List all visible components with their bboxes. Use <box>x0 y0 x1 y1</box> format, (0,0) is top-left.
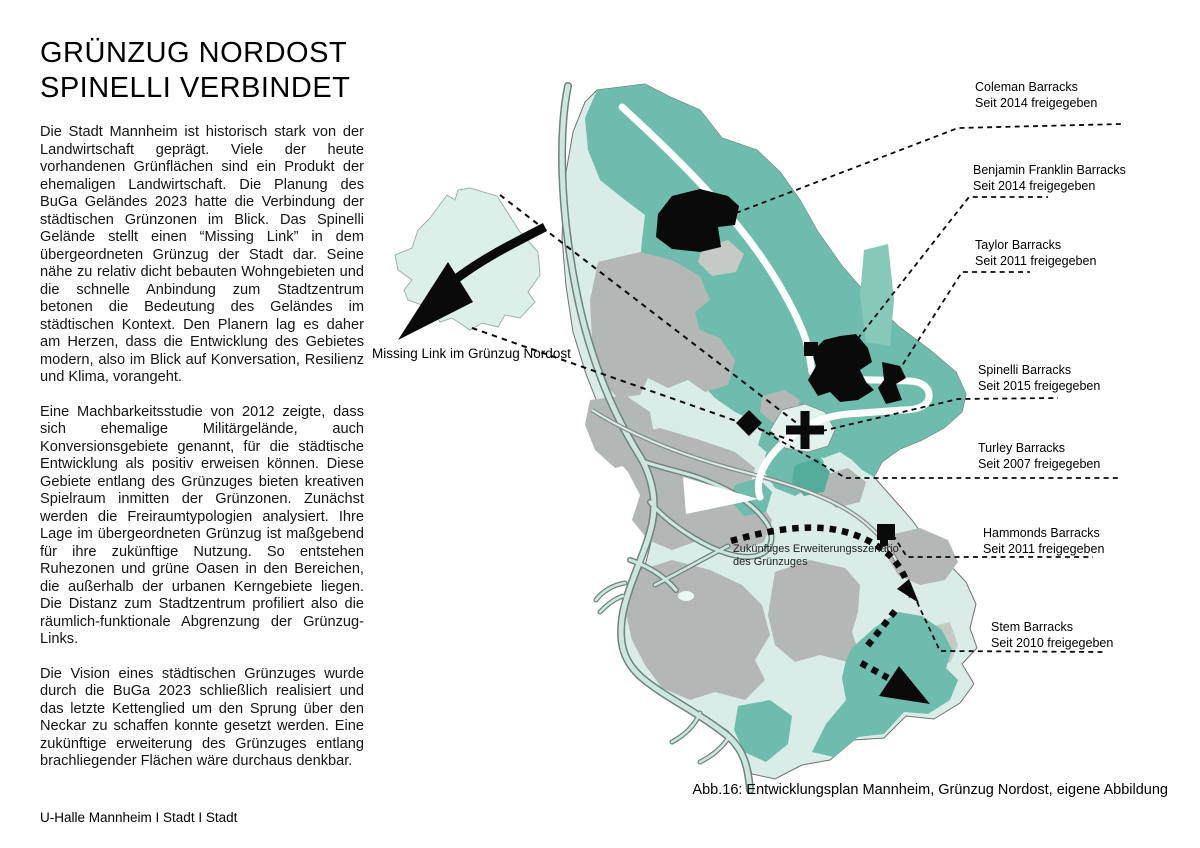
missing-link-label: Missing Link im Grünzug Nordost <box>372 346 571 361</box>
callout-status: Seit 2014 freigegeben <box>973 178 1096 193</box>
callout-coleman <box>975 80 1097 111</box>
scenario-label-line-2: des Grünzuges <box>733 556 808 568</box>
pond <box>678 591 694 601</box>
callout-name: Spinelli Barracks <box>978 363 1072 377</box>
callout-hammonds <box>983 526 1104 557</box>
callout-taylor <box>975 238 1096 269</box>
paragraph-2: Eine Machbarkeitsstudie von 2012 zeigte, dass sich ehemalige Militärgelände, auch Konversionsgebiete genannt, für die städtische Entwicklung als positiv erweisen können. Diese Gebiete entlang des Grünzuges bieten kreativen Spielraum inmitten der Grünzonen. Zunächst werden die Freiraumtypologien analysiert. Ihre Lage im übergeordneten Grünzug ist maßgebend für ihre zukünftige Nutzung. So entstehen Ruhezonen und grüne Oasen in den Bereichen, die außerhalb der urbanen Kerngebiete liegen. Die Distanz zum Stadtzentrum profiliert also die räumlich-funktionale Abgrenzung der Grünzug-Links. <box>40 403 364 647</box>
callout-spinelli <box>978 363 1100 394</box>
callout-status: Seit 2011 freigegeben <box>975 253 1097 268</box>
callout-status: Seit 2015 freigegeben <box>978 378 1101 393</box>
page-footer: U-Halle Mannheim I Stadt I Stadt <box>40 810 238 825</box>
callout-status: Seit 2007 freigegeben <box>978 456 1101 471</box>
callout-benjamin-franklin <box>973 163 1126 194</box>
figure-caption: Abb.16: Entwicklungsplan Mannheim, Grünzug Nordost, eigene Abbildung <box>692 782 1168 798</box>
paragraph-3: Die Vision eines städtischen Grünzuges wurde durch die BuGa 2023 schließlich realisiert und das letzte Kettenglied um den Sprung über den Neckar zu schaffen konnte gesetzt werden. Eine zukünftige erweiterung des Grünzuges entlang brachliegender Flächen wäre durchaus denkbar. <box>40 665 364 769</box>
benjamin-franklin-annex <box>804 342 818 356</box>
callout-name: Benjamin Franklin Barracks <box>973 163 1126 177</box>
callout-name: Turley Barracks <box>978 441 1066 455</box>
callout-turley <box>978 441 1100 472</box>
title-line-1: GRÜNZUG NORDOST <box>40 37 348 69</box>
callout-name: Coleman Barracks <box>975 80 1078 94</box>
callout-name: Stem Barracks <box>991 620 1073 634</box>
callout-status: Seit 2011 freigegeben <box>983 541 1105 556</box>
callout-stem <box>991 620 1113 651</box>
callout-status: Seit 2010 freigegeben <box>991 635 1114 650</box>
scenario-label <box>733 543 899 569</box>
callout-status: Seit 2014 freigegeben <box>975 95 1098 110</box>
callout-name: Hammonds Barracks <box>983 526 1100 540</box>
scenario-label-line-1: Zukünftiges Erweiterungsszenario <box>733 543 899 555</box>
callout-name: Taylor Barracks <box>975 238 1062 252</box>
title-line-2: SPINELLI VERBINDET <box>40 72 351 104</box>
paragraph-1: Die Stadt Mannheim ist historisch stark von der Landwirtschaft geprägt. Viele der heute vorhandenen Grünflächen sind ein Produkt der ehemaligen Landwirtschaft. Die Planung des BuGa Geländes 2023 hatte die Verbindung der städtischen Grünzonen im Blick. Das Spinelli Gelände stellt einen “Missing Link” in dem übergeordneten Grünzug der Stadt dar. Seine nähe zu relativ dicht bebauten Wohngebieten und die schnelle Anbindung zum Stadtzentrum betonen die Bedeutung des Geländes im städtischen Kontext. Den Planern lag es daher am Herzen, dass die Entwicklung des Gebietes modern, also im Blick auf Konversation, Resilienz und Klima, vorangeht. <box>40 124 364 385</box>
